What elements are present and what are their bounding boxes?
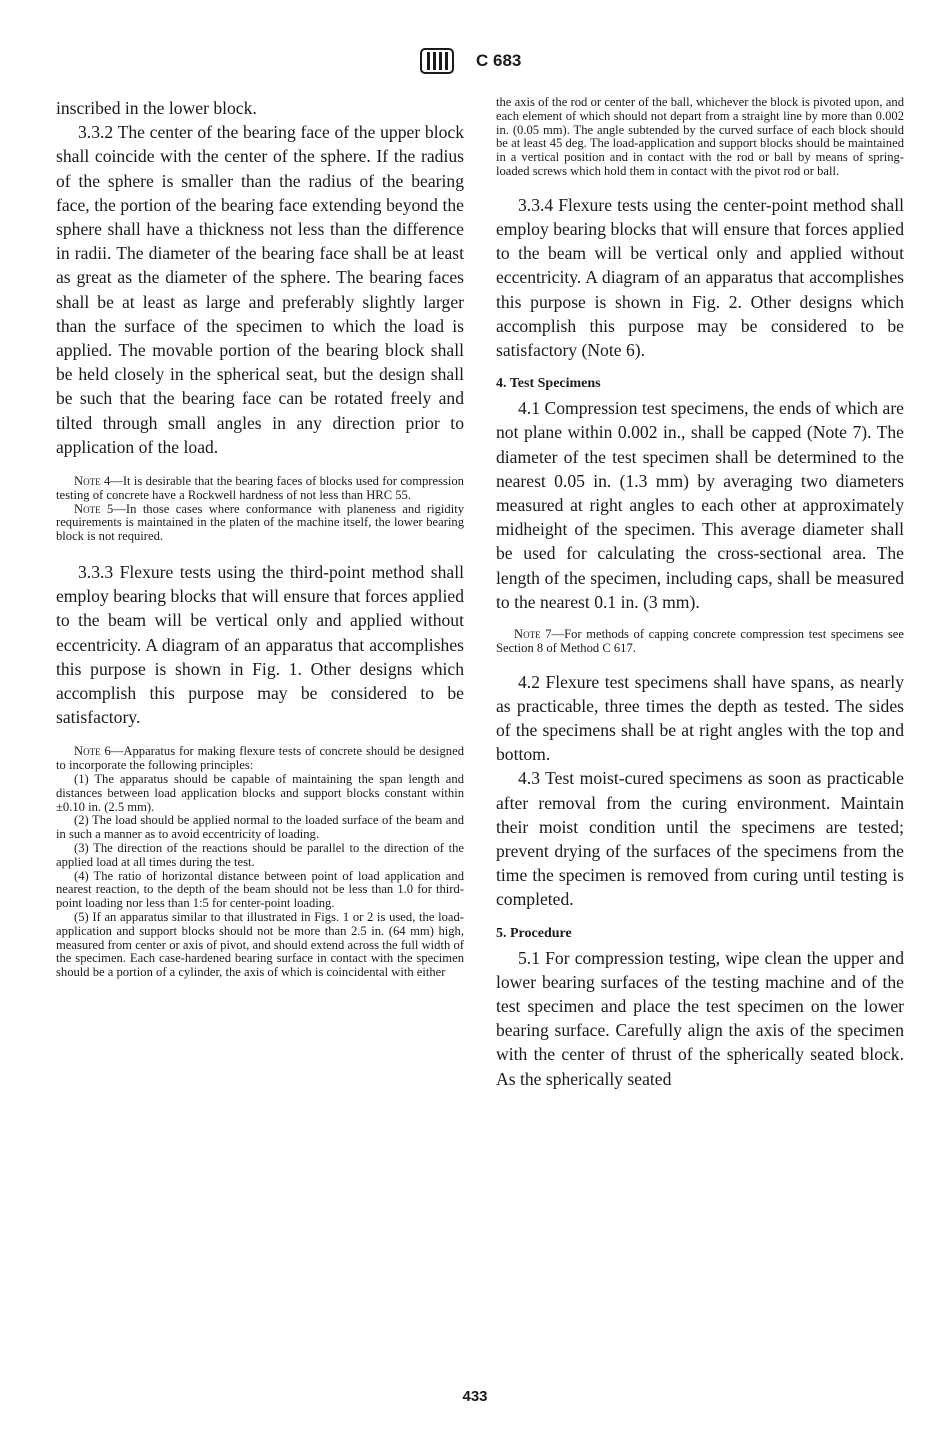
paragraph-3-3-2: 3.3.2 The center of the bearing face of the upper block shall coincide with the center of the sphere. If the radius of the sphere is smaller than the radius of the bearing face, the portion of the bearing face extending beyond the sphere shall have a thickness not less than the difference in radii. The diameter of the bearing face shall be at least as great as the diameter of the sphere. The bearing faces shall be at least as large and preferably slightly larger than the surface of the specimen to which the load is applied. The movable portion of the bearing block shall be held closely in the spherical seat, but the design shall be such that the bearing face can be rotated freely and tilted through small angles in any direction prior to application of the load. bbox=[56, 122, 464, 457]
note-5 bbox=[56, 503, 464, 544]
standard-designation: C 683 bbox=[476, 51, 522, 70]
astm-logo-icon bbox=[420, 46, 454, 76]
note-6-continued: the axis of the rod or center of the ball, whichever the block is pivoted upon, and each element of which should not depart from a straight line by more than 0.002 in. (0.05 mm). The angle subtended by the curved surface of each block should be at least 45 deg. The load-application and support blocks should be maintained in a vertical position and in contact with the rod or ball by means of spring-loaded screws which hold them in contact with the pivot rod or ball. bbox=[496, 95, 904, 178]
note-5-text: —In those cases where conformance with planeness and rigidity requirements is maintained in the platen of the machine itself, the lower bearing block is not required. bbox=[56, 501, 464, 544]
note-4-label: Note 4 bbox=[74, 474, 111, 489]
note-7 bbox=[496, 628, 904, 656]
right-column bbox=[496, 96, 904, 1091]
note-7-label: Note 7 bbox=[514, 627, 552, 642]
note-6-item-1: (1) The apparatus should be capable of maintaining the span length and distances between load application blocks and support blocks constant within ±0.10 in. (2.5 mm). bbox=[56, 772, 464, 814]
left-column bbox=[56, 96, 464, 980]
note-4-text: —It is desirable that the bearing faces of blocks used for compression testing of concrete have a Rockwell hardness of not less than HRC 55. bbox=[56, 474, 464, 502]
note-5-label: Note 5 bbox=[74, 501, 114, 516]
note-6-item-2: (2) The load should be applied normal to the loaded surface of the beam and in such a manner as to avoid eccentricity of loading. bbox=[56, 813, 464, 842]
note-6-item-4: (4) The ratio of horizontal distance between point of load application and nearest reaction, to the depth of the beam should not be less than 1.0 for third-point loading nor less than 1:5 for center-point loading. bbox=[56, 868, 464, 911]
page-number: 433 bbox=[462, 1388, 488, 1405]
paragraph-3-3-4: 3.3.4 Flexure tests using the center-point method shall employ bearing blocks that will ensure that forces applied to the beam will be vertical only and applied without eccentricity. A diagram of an apparatus that accomplishes this purpose is shown in Fig. 2. Other designs which accomplish this purpose may be considered to be satisfactory (Note 6). bbox=[496, 194, 904, 360]
paragraph-inscribed: inscribed in the lower block. bbox=[56, 98, 257, 118]
note-6-label: Note 6 bbox=[74, 744, 111, 759]
note-7-text: —For methods of capping concrete compression test specimens see Section 8 of Method C 617. bbox=[496, 627, 904, 655]
note-4 bbox=[56, 475, 464, 503]
paragraph-4-2: 4.2 Flexure test specimens shall have spans, as nearly as practicable, three times the depth as tested. The sides of the specimens shall be at right angles with the top and bottom. bbox=[496, 671, 904, 765]
section-4-heading: 4. Test Specimens bbox=[496, 376, 601, 392]
paragraph-4-3: 4.3 Test moist-cured specimens as soon as practicable after removal from the curing environment. Maintain their moist condition until the specimens are tested; prevent drying of the surfaces of the specimens from the time the specimen is removed from curing until testing is completed. bbox=[496, 768, 904, 910]
note-6-item-5: (5) If an apparatus similar to that illustrated in Figs. 1 or 2 is used, the load-application and support blocks should not be more than 2.5 in. (64 mm) high, measured from center or axis of pivot, and should extend across the full width of the specimen. Each case-hardened bearing surface in contact with the specimen should be a portion of a cylinder, the axis of which is coincidental with either bbox=[56, 910, 464, 980]
note-6-item-3: (3) The direction of the reactions should be parallel to the direction of the applied load at all times during the test. bbox=[56, 841, 464, 869]
note-6 bbox=[56, 745, 464, 773]
section-5-heading: 5. Procedure bbox=[496, 925, 572, 941]
paragraph-5-1: 5.1 For compression testing, wipe clean the upper and lower bearing surfaces of the testing machine and of the test specimen and place the test specimen on the lower bearing surface. Carefully align the axis of the specimen with the center of thrust of the spherically seated block. As the spherically seated bbox=[496, 947, 904, 1089]
paragraph-3-3-3: 3.3.3 Flexure tests using the third-point method shall employ bearing blocks that will ensure that forces applied to the beam will be vertical only and applied without eccentricity. A diagram of an apparatus that accomplishes this purpose is shown in Fig. 1. Other designs which accomplish this purpose may be considered to be satisfactory. bbox=[56, 562, 464, 728]
paragraph-4-1: 4.1 Compression test specimens, the ends of which are not plane within 0.002 in., shall be capped (Note 7). The diameter of the test specimen shall be determined to the nearest 0.05 in. (1.3 mm) by averaging two diameters measured at right angles to each other at approximately midheight of the specimen. This average diameter shall be used for calculating the cross-sectional area. The length of the specimen, including caps, shall be measured to the nearest 0.1 in. (3 mm). bbox=[496, 398, 904, 612]
page-header bbox=[420, 46, 521, 76]
note-6-text: —Apparatus for making flexure tests of concrete should be designed to incorporate the following principles: bbox=[56, 744, 464, 773]
